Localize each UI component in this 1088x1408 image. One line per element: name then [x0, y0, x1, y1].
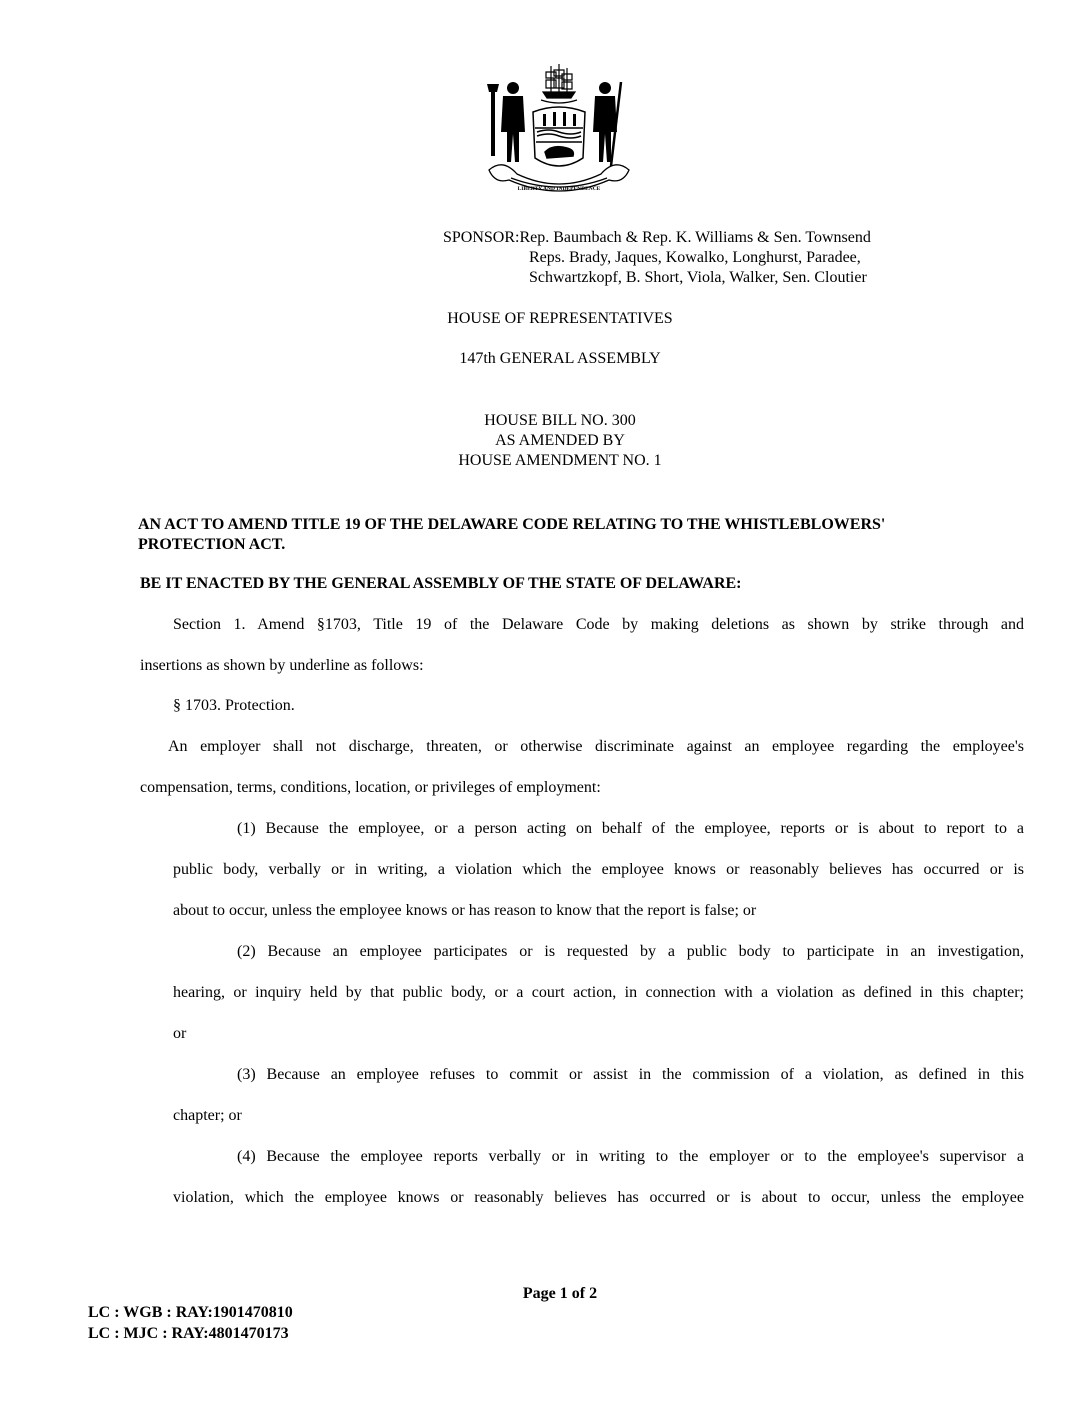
- sponsor-line-1: SPONSOR:Rep. Baumbach & Rep. K. Williams & Sen. Townsend: [443, 229, 871, 246]
- item-2-line-3: or: [173, 1025, 187, 1042]
- intro-line-2: compensation, terms, conditions, location, or privileges of employment:: [140, 779, 601, 796]
- section-1-line-1: Section 1. Amend §1703, Title 19 of the Delaware Code by making deletions as shown by strike through and: [173, 616, 1024, 633]
- item-4-line-2: violation, which the employee knows or reasonably believes has occurred or is about to occur, unless the employee: [173, 1189, 1024, 1206]
- item-1-line-1: (1) Because the employee, or a person acting on behalf of the employee, reports or is about to report to a: [237, 820, 1024, 837]
- item-3-line-1: (3) Because an employee refuses to commit or assist in the commission of a violation, as defined in this: [237, 1066, 1024, 1083]
- bill-number: HOUSE BILL NO. 300: [484, 412, 636, 429]
- item-2-line-1: (2) Because an employee participates or is requested by a public body to participate in an investigation,: [237, 943, 1024, 960]
- item-3-line-2: chapter; or: [173, 1107, 242, 1124]
- section-heading: § 1703. Protection.: [173, 697, 295, 714]
- item-4-line-1: (4) Because the employee reports verbally or in writing to the employer or to the employee's supervisor a: [237, 1148, 1024, 1165]
- lc-code-2: LC : MJC : RAY:4801470173: [88, 1325, 289, 1342]
- item-1-line-3: about to occur, unless the employee knows or has reason to know that the report is false; or: [173, 902, 757, 919]
- lc-code-1: LC : WGB : RAY:1901470810: [88, 1304, 293, 1321]
- seal-motto: LIBERTY AND INDEPENDENCE: [517, 186, 601, 192]
- bill-amendment: HOUSE AMENDMENT NO. 1: [458, 452, 662, 469]
- item-2-line-2: hearing, or inquiry held by that public body, or a court action, in connection with a violation as defined in this chapter;: [173, 984, 1024, 1001]
- act-title-line-2: PROTECTION ACT.: [138, 536, 286, 553]
- sponsor-line-2: Reps. Brady, Jaques, Kowalko, Longhurst, Paradee,: [529, 249, 861, 266]
- item-1-line-2: public body, verbally or in writing, a violation which the employee knows or reasonably believes has occurred or is: [173, 861, 1024, 878]
- bill-amended-by: AS AMENDED BY: [495, 432, 625, 449]
- act-title-line-1: AN ACT TO AMEND TITLE 19 OF THE DELAWARE CODE RELATING TO THE WHISTLEBLOWERS': [138, 516, 886, 533]
- delaware-state-seal-icon: [483, 62, 635, 202]
- assembly-heading: 147th GENERAL ASSEMBLY: [459, 350, 661, 367]
- enacting-clause: BE IT ENACTED BY THE GENERAL ASSEMBLY OF THE STATE OF DELAWARE:: [140, 575, 742, 592]
- section-1-line-2: insertions as shown by underline as follows:: [140, 657, 424, 674]
- chamber-heading: HOUSE OF REPRESENTATIVES: [447, 310, 673, 327]
- sponsor-line-3: Schwartzkopf, B. Short, Viola, Walker, Sen. Cloutier: [529, 269, 867, 286]
- page-number: Page 1 of 2: [522, 1285, 598, 1302]
- intro-line-1: An employer shall not discharge, threaten, or otherwise discriminate against an employee regarding the employee's: [168, 738, 1024, 755]
